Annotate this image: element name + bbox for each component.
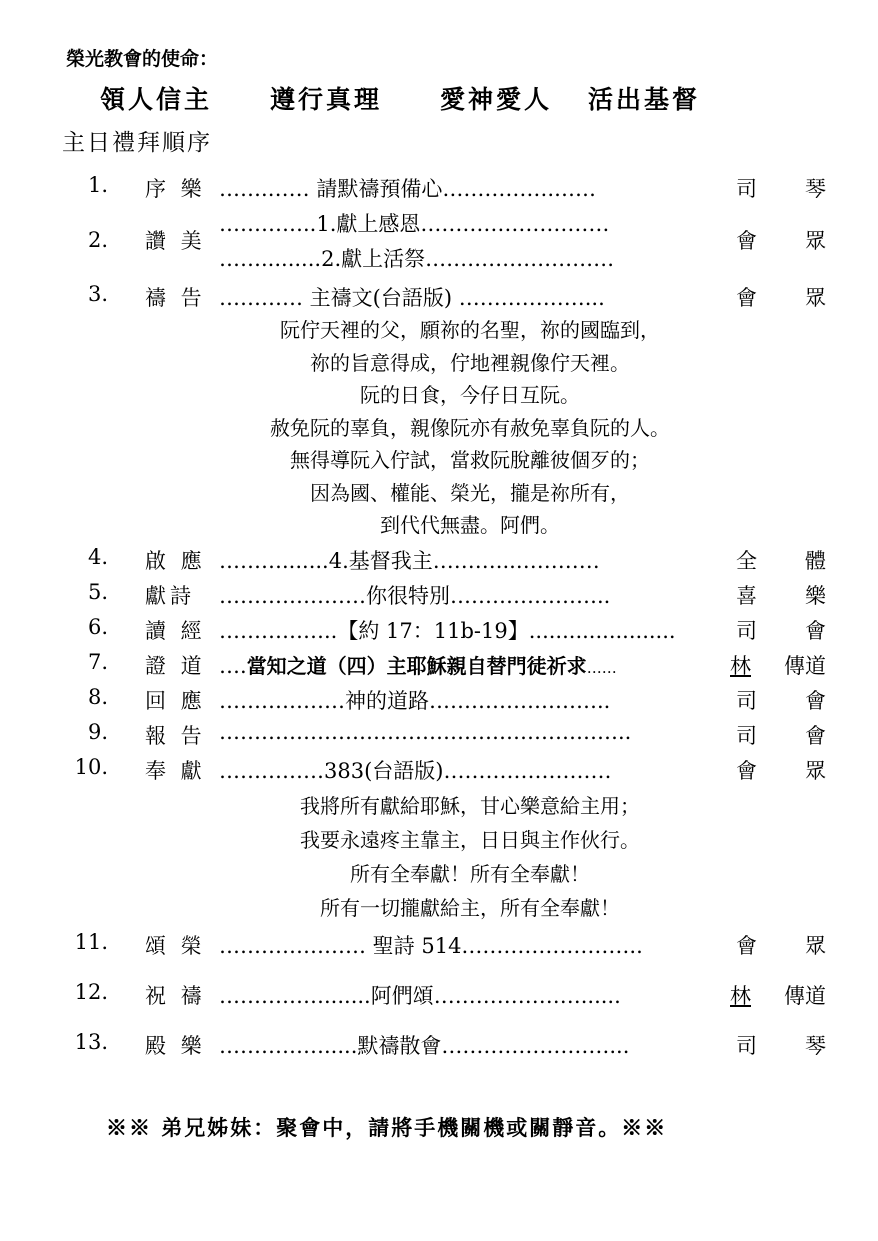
item-person: 琴 <box>805 177 826 201</box>
prayer-line: 阮佇天裡的父，願祢的名聖，祢的國臨到， <box>280 318 660 342</box>
item-person: 會 <box>805 689 826 713</box>
preacher-name: 林 <box>730 984 751 1008</box>
item-name: 啟 應 <box>145 549 206 573</box>
lyric-line: 我將所有獻給耶穌，甘心樂意給主用； <box>300 794 640 818</box>
item-name: 頌 榮 <box>145 934 206 958</box>
item-person: 司 <box>736 724 757 748</box>
item-person: 傳道 <box>784 984 826 1008</box>
item-person: 體 <box>805 549 826 573</box>
worship-item <box>0 208 878 278</box>
item-person: 會 <box>805 619 826 643</box>
item-name: 回 應 <box>145 689 206 713</box>
item-name: 祝 禱 <box>145 984 206 1008</box>
mission-item: 愛神愛人 <box>440 85 553 114</box>
item-content: …………….......阿們頌…………………...... <box>219 984 621 1008</box>
item-person: 會 <box>736 934 757 958</box>
prayer-line: 祢的旨意得成，佇地裡親像佇天裡。 <box>310 350 630 375</box>
item-name: 證 道 <box>145 654 206 678</box>
item-number: 13. <box>74 1030 108 1054</box>
item-content: …….........2.獻上活祭……………………… <box>219 247 615 271</box>
item-number: 2. <box>87 228 108 252</box>
item-content: ………………………………………………….. <box>219 720 632 744</box>
item-content <box>219 650 724 679</box>
prayer-line: 因為國、權能、榮光，攏是祢所有， <box>310 480 630 505</box>
item-person: 全 <box>736 549 757 573</box>
item-person: 眾 <box>805 759 826 783</box>
item-person: 眾 <box>805 286 826 310</box>
item-person: 眾 <box>805 934 826 958</box>
item-number: 3. <box>87 282 108 306</box>
worship-item <box>0 282 878 316</box>
preacher-name: 林 <box>730 654 751 678</box>
worship-item <box>0 685 878 719</box>
item-person: 眾 <box>805 229 826 253</box>
prayer-line: 阮的日食，今仔日互阮。 <box>360 383 580 407</box>
prayer-line: 無得導阮入佇試，當救阮脫離彼個歹的； <box>290 448 650 472</box>
item-person: 司 <box>736 689 757 713</box>
item-person: 喜 <box>736 584 757 608</box>
item-number: 9. <box>87 720 108 744</box>
worship-item <box>0 980 878 1014</box>
lyric-line: 我要永遠疼主靠主，日日與主作伙行。 <box>300 828 640 852</box>
item-name: 讀 經 <box>145 619 206 643</box>
item-person: 會 <box>736 759 757 783</box>
mission-item: 領人信主 <box>100 85 213 114</box>
item-name: 獻詩 <box>145 584 195 608</box>
worship-item <box>0 545 878 579</box>
leader-dots: …. <box>219 654 247 678</box>
worship-item <box>0 720 878 754</box>
prayer-line: 到代代無盡。阿們。 <box>380 513 560 537</box>
item-number: 4. <box>87 545 108 569</box>
item-person: 琴 <box>805 1034 826 1058</box>
order-of-worship-title: 主日禮拜順序 <box>62 130 212 156</box>
item-name: 報 告 <box>145 724 206 748</box>
mission-item: 遵行真理 <box>270 85 383 114</box>
item-name: 序 樂 <box>145 177 206 201</box>
leader-dots: …… <box>586 659 617 677</box>
item-number: 7. <box>87 650 108 674</box>
item-name: 殿 樂 <box>145 1034 206 1058</box>
item-content: ………………神的道路…………………….. <box>219 689 611 713</box>
worship-item <box>0 930 878 964</box>
lords-prayer <box>160 314 780 542</box>
worship-item <box>0 580 878 614</box>
item-name: 讚 美 <box>145 229 206 253</box>
item-content: …….…… 請默禱預備心…………….…… <box>219 177 597 201</box>
offering-hymn-lyrics <box>160 789 780 925</box>
item-name: 奉 獻 <box>145 759 206 783</box>
item-person: 樂 <box>805 584 826 608</box>
item-content: ………………… 聖詩 514…………………….. <box>219 934 643 958</box>
item-content: …………….....默禱散會……………………... <box>219 1034 630 1058</box>
item-content: ……….......4.基督我主………...………… <box>219 549 600 573</box>
item-number: 6. <box>87 615 108 639</box>
item-number: 12. <box>74 980 108 1004</box>
item-person: 會 <box>736 229 757 253</box>
item-number: 10. <box>74 755 108 779</box>
worship-item <box>0 755 878 789</box>
item-content: ……………383(台語版)…………………… <box>219 759 612 783</box>
item-name: 禱 告 <box>145 286 206 310</box>
item-person: 會 <box>805 724 826 748</box>
mission-statement <box>100 80 700 116</box>
item-content: ………… 主禱文(台語版) ………………... <box>219 286 605 310</box>
mission-item: 活出基督 <box>588 85 701 114</box>
item-number: 8. <box>87 685 108 709</box>
worship-item <box>0 173 878 207</box>
item-person: 會 <box>736 286 757 310</box>
lyric-line: 所有一切攏獻給主，所有全奉獻！ <box>320 896 620 920</box>
worship-item <box>0 650 878 684</box>
item-person: 司 <box>736 619 757 643</box>
mission-title: 榮光教會的使命： <box>66 48 219 70</box>
item-person: 傳道 <box>784 654 826 678</box>
item-number: 11. <box>74 930 108 954</box>
item-number: 1. <box>87 173 108 197</box>
item-content: …………..1.獻上感恩……………………… <box>219 212 610 236</box>
item-person: 司 <box>736 1034 757 1058</box>
item-content: …………………你很特別………………….. <box>219 584 611 608</box>
item-content: ……………..【約 17：11b-19】...................... <box>219 619 676 643</box>
sermon-title: 當知之道（四）主耶穌親自替門徒祈求 <box>246 654 587 678</box>
item-number: 5. <box>87 580 108 604</box>
lyric-line: 所有全奉獻！所有全奉獻！ <box>350 862 590 886</box>
worship-item <box>0 1030 878 1064</box>
phone-silence-notice: ※※ 弟兄姊妹：聚會中，請將手機關機或關靜音。※※ <box>106 1115 668 1140</box>
worship-item <box>0 615 878 649</box>
item-person: 司 <box>736 177 757 201</box>
prayer-line: 赦免阮的辜負，親像阮亦有赦免辜負阮的人。 <box>270 415 670 440</box>
